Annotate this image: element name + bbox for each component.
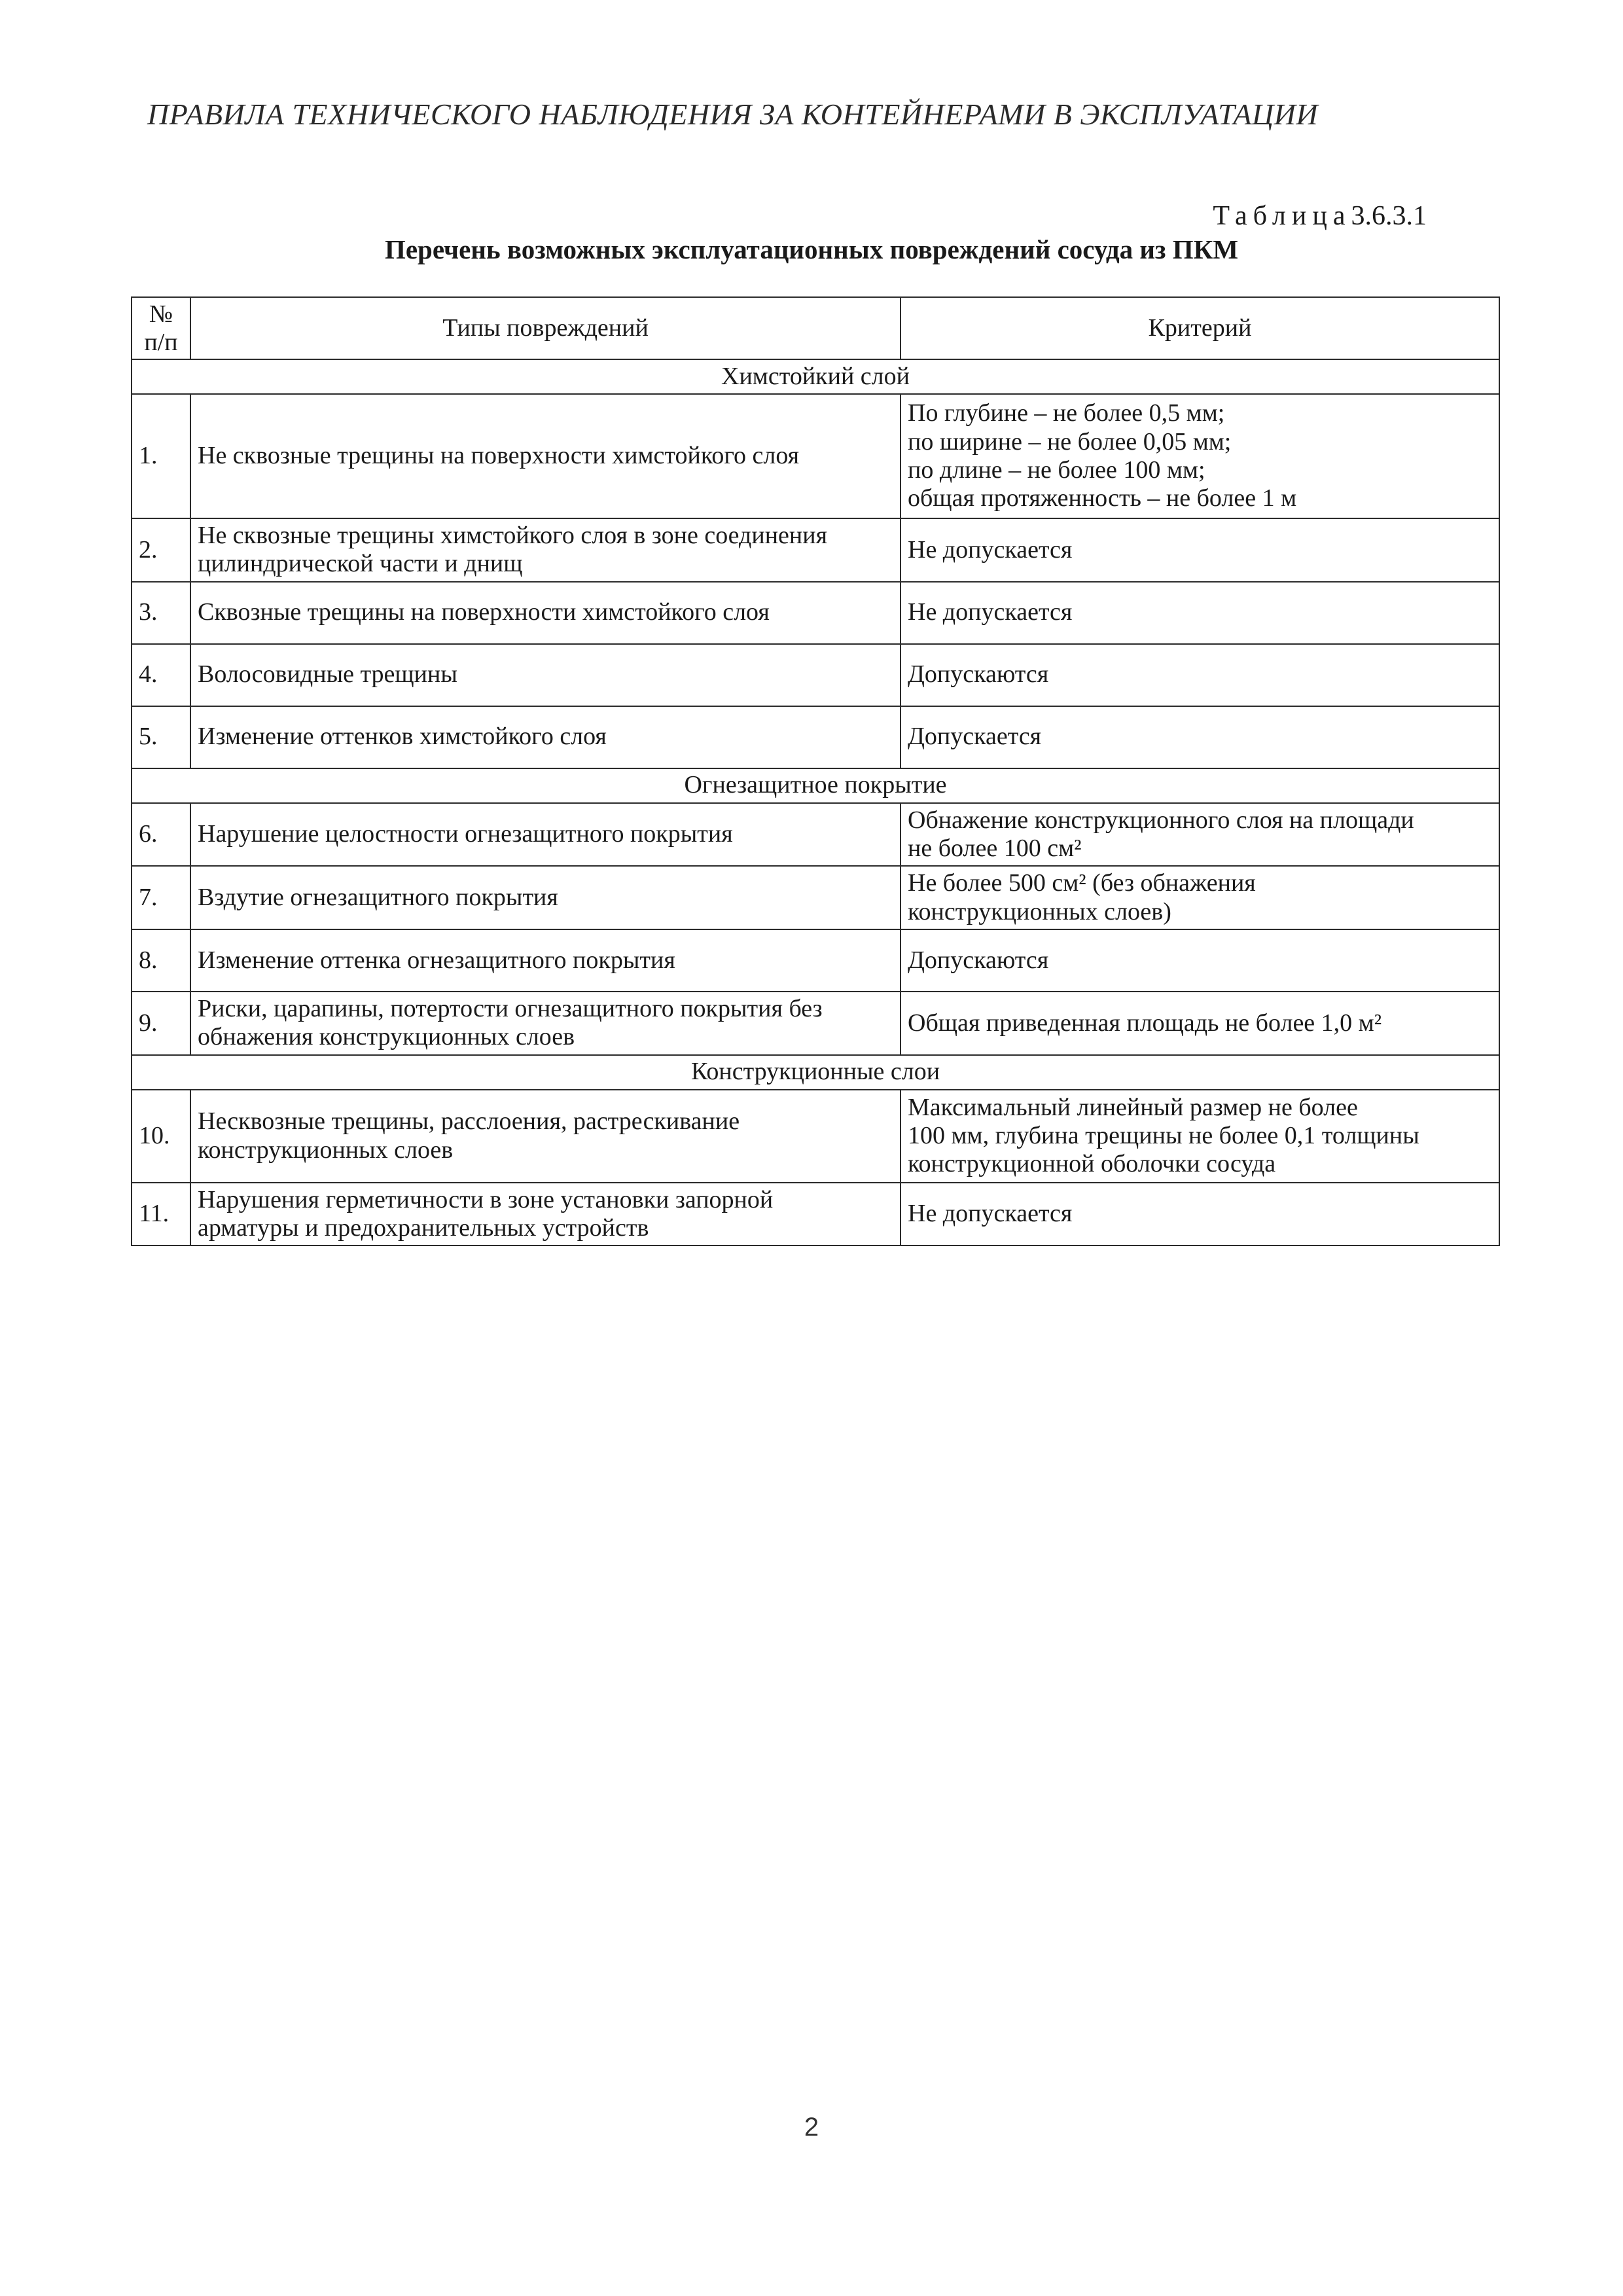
row-number: 2.	[132, 518, 190, 582]
row-number: 4.	[132, 644, 190, 706]
criterion-line: Допускается	[908, 723, 1042, 751]
column-header-number	[132, 297, 190, 359]
table-caption: Перечень возможных эксплуатационных повреждений сосуда из ПКМ	[384, 234, 1239, 264]
criterion-cell	[901, 1090, 1499, 1183]
damage-type-cell	[190, 644, 901, 706]
criterion-line: По глубине – не более 0,5 мм;	[908, 399, 1225, 427]
criterion-line: конструкционных слоев)	[908, 897, 1171, 925]
row-number: 10.	[132, 1090, 190, 1183]
damage-type-line: Не сквозные трещины химстойкого слоя в зоне соединения	[198, 522, 828, 549]
damage-type-cell	[190, 1090, 901, 1183]
row-number: 7.	[132, 866, 190, 929]
table-row	[132, 992, 1499, 1055]
criterion-cell	[901, 1183, 1499, 1246]
criterion-cell	[901, 394, 1499, 518]
damage-type-line: Несквозные трещины, расслоения, растрескивание	[198, 1107, 740, 1136]
criterion-cell	[901, 992, 1499, 1055]
damage-type-cell	[190, 992, 901, 1055]
damage-type-line: Изменение оттенка огнезащитного покрытия	[198, 946, 675, 974]
row-number: 6.	[132, 803, 190, 867]
table-row	[132, 1183, 1499, 1246]
column-header-number-line1: №	[149, 300, 173, 328]
damage-type-cell	[190, 866, 901, 929]
criterion-cell	[901, 644, 1499, 706]
damage-type-line: Сквозные трещины на поверхности химстойкого слоя	[198, 598, 770, 626]
row-number: 3.	[132, 582, 190, 644]
criterion-cell	[901, 518, 1499, 582]
table-row	[132, 582, 1499, 644]
criterion-cell	[901, 803, 1499, 867]
criterion-line: Не допускается	[908, 598, 1073, 626]
damage-type-cell	[190, 1183, 901, 1246]
row-number: 1.	[132, 394, 190, 518]
damage-type-line: Риски, царапины, потертости огнезащитного покрытия без	[198, 994, 823, 1022]
damage-type-line: Нарушения герметичности в зоне установки запорной	[198, 1185, 774, 1213]
table-number-word: Таблица	[1213, 201, 1351, 231]
damage-type-cell	[190, 394, 901, 518]
row-number: 5.	[132, 706, 190, 768]
criterion-line: по длине – не более 100 мм;	[908, 456, 1205, 484]
damage-type-cell	[190, 706, 901, 768]
damage-type-line: арматуры и предохранительных устройств	[198, 1213, 649, 1242]
damage-type-cell	[190, 803, 901, 867]
criterion-line: Максимальный линейный размер не более	[908, 1093, 1358, 1121]
damage-type-line: Не сквозные трещины на поверхности химстойкого слоя	[198, 442, 800, 470]
column-header-number-line2: п/п	[144, 328, 178, 356]
running-header: ПРАВИЛА ТЕХНИЧЕСКОГО НАБЛЮДЕНИЯ ЗА КОНТЕЙНЕРАМИ В ЭКСПЛУАТАЦИИ	[147, 98, 1319, 131]
table-row	[132, 803, 1499, 867]
criterion-line: Не более 500 см² (без обнажения	[908, 869, 1256, 897]
table-row	[132, 394, 1499, 518]
damage-type-line: конструкционных слоев	[198, 1136, 454, 1164]
damage-type-line: цилиндрической части и днищ	[198, 550, 523, 578]
criterion-line: Допускаются	[908, 946, 1049, 974]
column-header-criterion: Критерий	[901, 297, 1499, 359]
table-header-row	[132, 297, 1499, 359]
table-row	[132, 706, 1499, 768]
criterion-cell	[901, 706, 1499, 768]
criterion-cell	[901, 929, 1499, 992]
criterion-cell	[901, 866, 1499, 929]
criterion-line: общая протяженность – не более 1 м	[908, 484, 1297, 512]
section-row	[132, 359, 1499, 394]
damage-type-cell	[190, 518, 901, 582]
damage-type-cell	[190, 582, 901, 644]
row-number: 11.	[132, 1183, 190, 1246]
criterion-line: Не допускается	[908, 1200, 1073, 1228]
row-number: 8.	[132, 929, 190, 992]
page-number: 2	[804, 2113, 819, 2142]
criterion-line: Не допускается	[908, 535, 1073, 564]
table-number	[1213, 200, 1427, 232]
criterion-line: конструкционной оболочки сосуда	[908, 1150, 1276, 1178]
section-title: Конструкционные слои	[132, 1055, 1499, 1090]
damage-type-line: Нарушение целостности огнезащитного покрытия	[198, 820, 733, 848]
damage-type-line: Вздутие огнезащитного покрытия	[198, 883, 558, 911]
table-row	[132, 866, 1499, 929]
section-row	[132, 1055, 1499, 1090]
criterion-cell	[901, 582, 1499, 644]
criterion-line: Допускаются	[908, 660, 1049, 689]
damage-table	[131, 296, 1500, 1246]
row-number: 9.	[132, 992, 190, 1055]
section-title: Огнезащитное покрытие	[132, 768, 1499, 803]
table-row	[132, 929, 1499, 992]
table-body	[132, 359, 1499, 1246]
damage-type-cell	[190, 929, 901, 992]
criterion-line: не более 100 см²	[908, 834, 1082, 862]
damage-type-line: Изменение оттенков химстойкого слоя	[198, 723, 607, 751]
damage-type-line: Волосовидные трещины	[198, 660, 457, 689]
table-row	[132, 644, 1499, 706]
section-title: Химстойкий слой	[132, 359, 1499, 394]
criterion-line: по ширине – не более 0,05 мм;	[908, 427, 1232, 456]
table-row	[132, 1090, 1499, 1183]
criterion-line: Общая приведенная площадь не более 1,0 м²	[908, 1009, 1382, 1037]
damage-type-line: обнажения конструкционных слоев	[198, 1023, 575, 1051]
column-header-types: Типы повреждений	[190, 297, 901, 359]
table-number-value: 3.6.3.1	[1351, 201, 1427, 231]
criterion-line: 100 мм, глубина трещины не более 0,1 толщины	[908, 1121, 1419, 1149]
section-row	[132, 768, 1499, 803]
criterion-line: Обнажение конструкционного слоя на площади	[908, 806, 1414, 834]
table-row	[132, 518, 1499, 582]
